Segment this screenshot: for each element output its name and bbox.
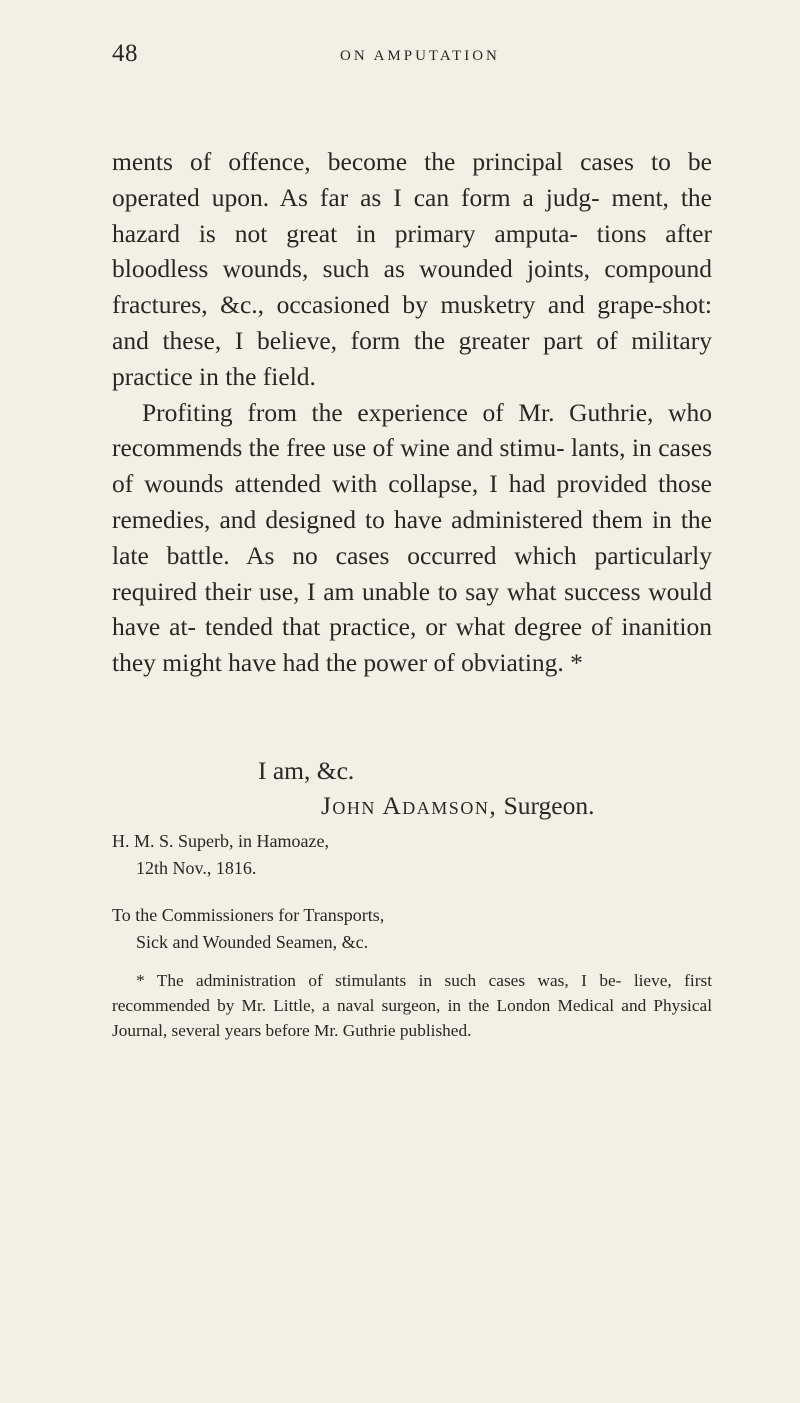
footnote-text: * The administration of stimulants in such cases was, I be- lieve, first recommended by Mr. Little, a naval surgeon, in the London Medical and Physical Journal, several years before Mr. Guthrie published. [112,971,712,1040]
running-title: ON AMPUTATION [340,48,500,64]
paragraph-2: Profiting from the experience of Mr. Guthrie, who recommends the free use of wine and stimu- lants, in cases of wounds attended with collapse, I had provided those remedies, and designed to have administered them in the late battle. As no cases occurred which particularly required their use, I am unable to say what success would have at- tended that practice, or what degree of inanition they might have had the power of obviating. * [112,397,712,678]
page-number: 48 [112,40,138,67]
addressee-line-2: Sick and Wounded Seamen, &c. [136,932,369,952]
dateline-date: 12th Nov., 1816. [136,858,257,878]
signature [321,791,594,821]
dateline-place: H. M. S. Superb, in Hamoaze, [112,831,329,851]
signature-title: Surgeon. [503,791,595,820]
footnote [112,968,712,1043]
dateline [112,828,329,882]
body-text [112,144,712,681]
paragraph-1: ments of offence, become the principal cases to be operated upon. As far as I can form a judg- ment, the hazard is not great in primary amputa- tions after bloodless wounds, such as wounded joints, compound fractures, &c., occasioned by musketry and grape-shot: and these, I believe, form the greater part of military practice in the field. [112,147,712,391]
signature-name: John Adamson, [321,791,498,820]
addressee [112,902,384,956]
addressee-line-1: To the Commissioners for Transports, [112,905,385,925]
page-header [112,40,712,80]
valediction: I am, &c. [258,756,355,785]
